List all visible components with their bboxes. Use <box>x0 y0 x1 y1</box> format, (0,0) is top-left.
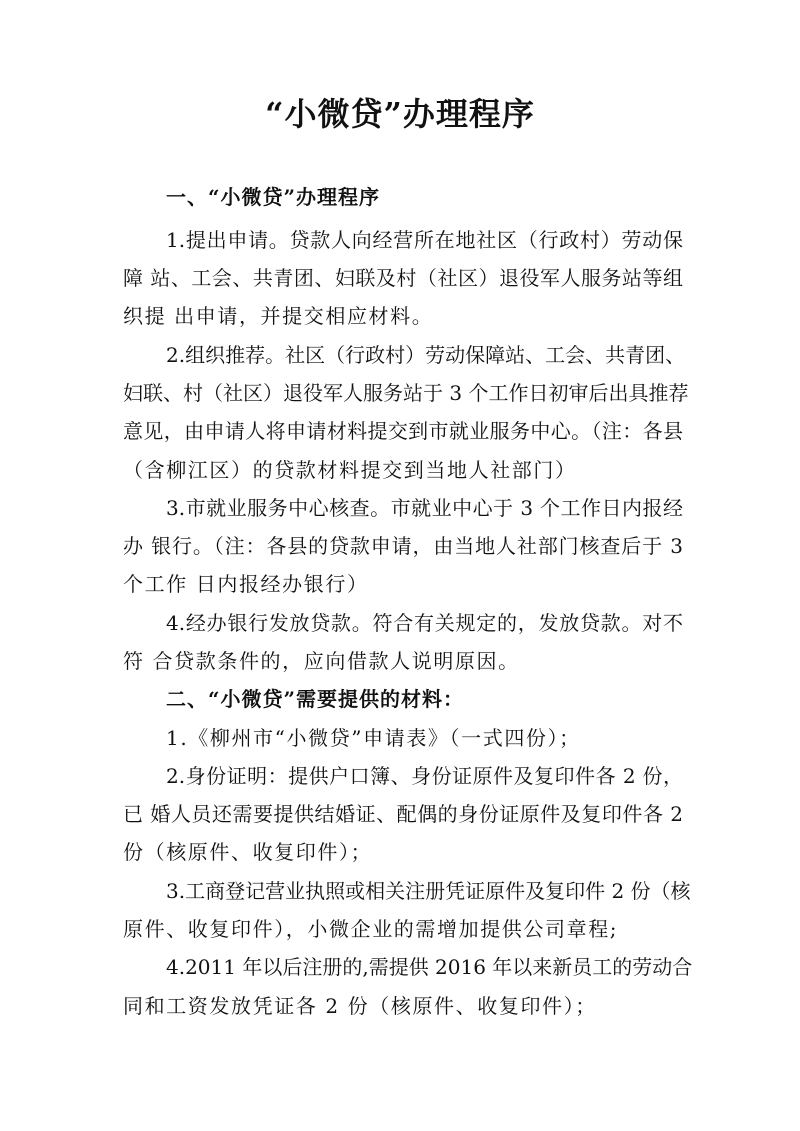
paragraph-line: 1.提出申请。贷款人向经营所在地社区（行政村）劳动保 <box>166 228 683 252</box>
paragraph-line: 3.市就业服务中心核查。市就业中心于 3 个工作日内报经 <box>166 496 683 520</box>
section-heading-1: 一、“小微贷”办理程序 <box>166 185 381 209</box>
paragraph-line: 办 银行。（注：各县的贷款申请，由当地人社部门核查后于 3 <box>123 534 683 558</box>
paragraph-line: 同和工资发放凭证各 2 份（核原件、收复印件）； <box>123 994 597 1018</box>
section-heading-2: 二、“小微贷”需要提供的材料： <box>166 687 465 711</box>
page-title: “小微贷”办理程序 <box>265 95 535 133</box>
paragraph-line: 份（核原件、收复印件）； <box>123 840 373 864</box>
paragraph-line: 妇联、村（社区）退役军人服务站于 3 个工作日初审后出具推荐 <box>123 381 689 405</box>
paragraph-line: 已 婚人员还需要提供结婚证、配偶的身份证原件及复印件各 2 <box>123 802 683 826</box>
paragraph-line: 符 合贷款条件的，应向借款人说明原因。 <box>123 649 520 673</box>
paragraph-line: 3.工商登记营业执照或相关注册凭证原件及复印件 2 份（核 <box>166 879 691 903</box>
paragraph-line: 障 站、工会、共青团、妇联及村（社区）退役军人服务站等组 <box>123 266 683 290</box>
paragraph-line: 4.经办银行发放贷款。符合有关规定的，发放贷款。对不 <box>166 611 683 635</box>
paragraph-line: （含柳江区）的贷款材料提交到当地人社部门） <box>123 458 577 482</box>
paragraph-line: 4.2011 年以后注册的,需提供 2016 年以来新员工的劳动合 <box>166 955 693 979</box>
paragraph-line: 意见，由申请人将申请材料提交到市就业服务中心。（注：各县 <box>123 419 683 443</box>
paragraph-line: 织提 出申请，并提交相应材料。 <box>123 304 434 328</box>
paragraph-line: 1.《柳州市“小微贷”申请表》（一式四份）； <box>166 726 581 750</box>
paragraph-line: 原件、收复印件），小微企业的需增加提供公司章程; <box>123 917 619 941</box>
paragraph-line: 2.组织推荐。社区（行政村）劳动保障站、工会、共青团、 <box>166 343 686 367</box>
paragraph-line: 个工作 日内报经办银行） <box>123 572 369 596</box>
paragraph-line: 2.身份证明：提供户口簿、身份证原件及复印件各 2 份， <box>166 764 683 788</box>
